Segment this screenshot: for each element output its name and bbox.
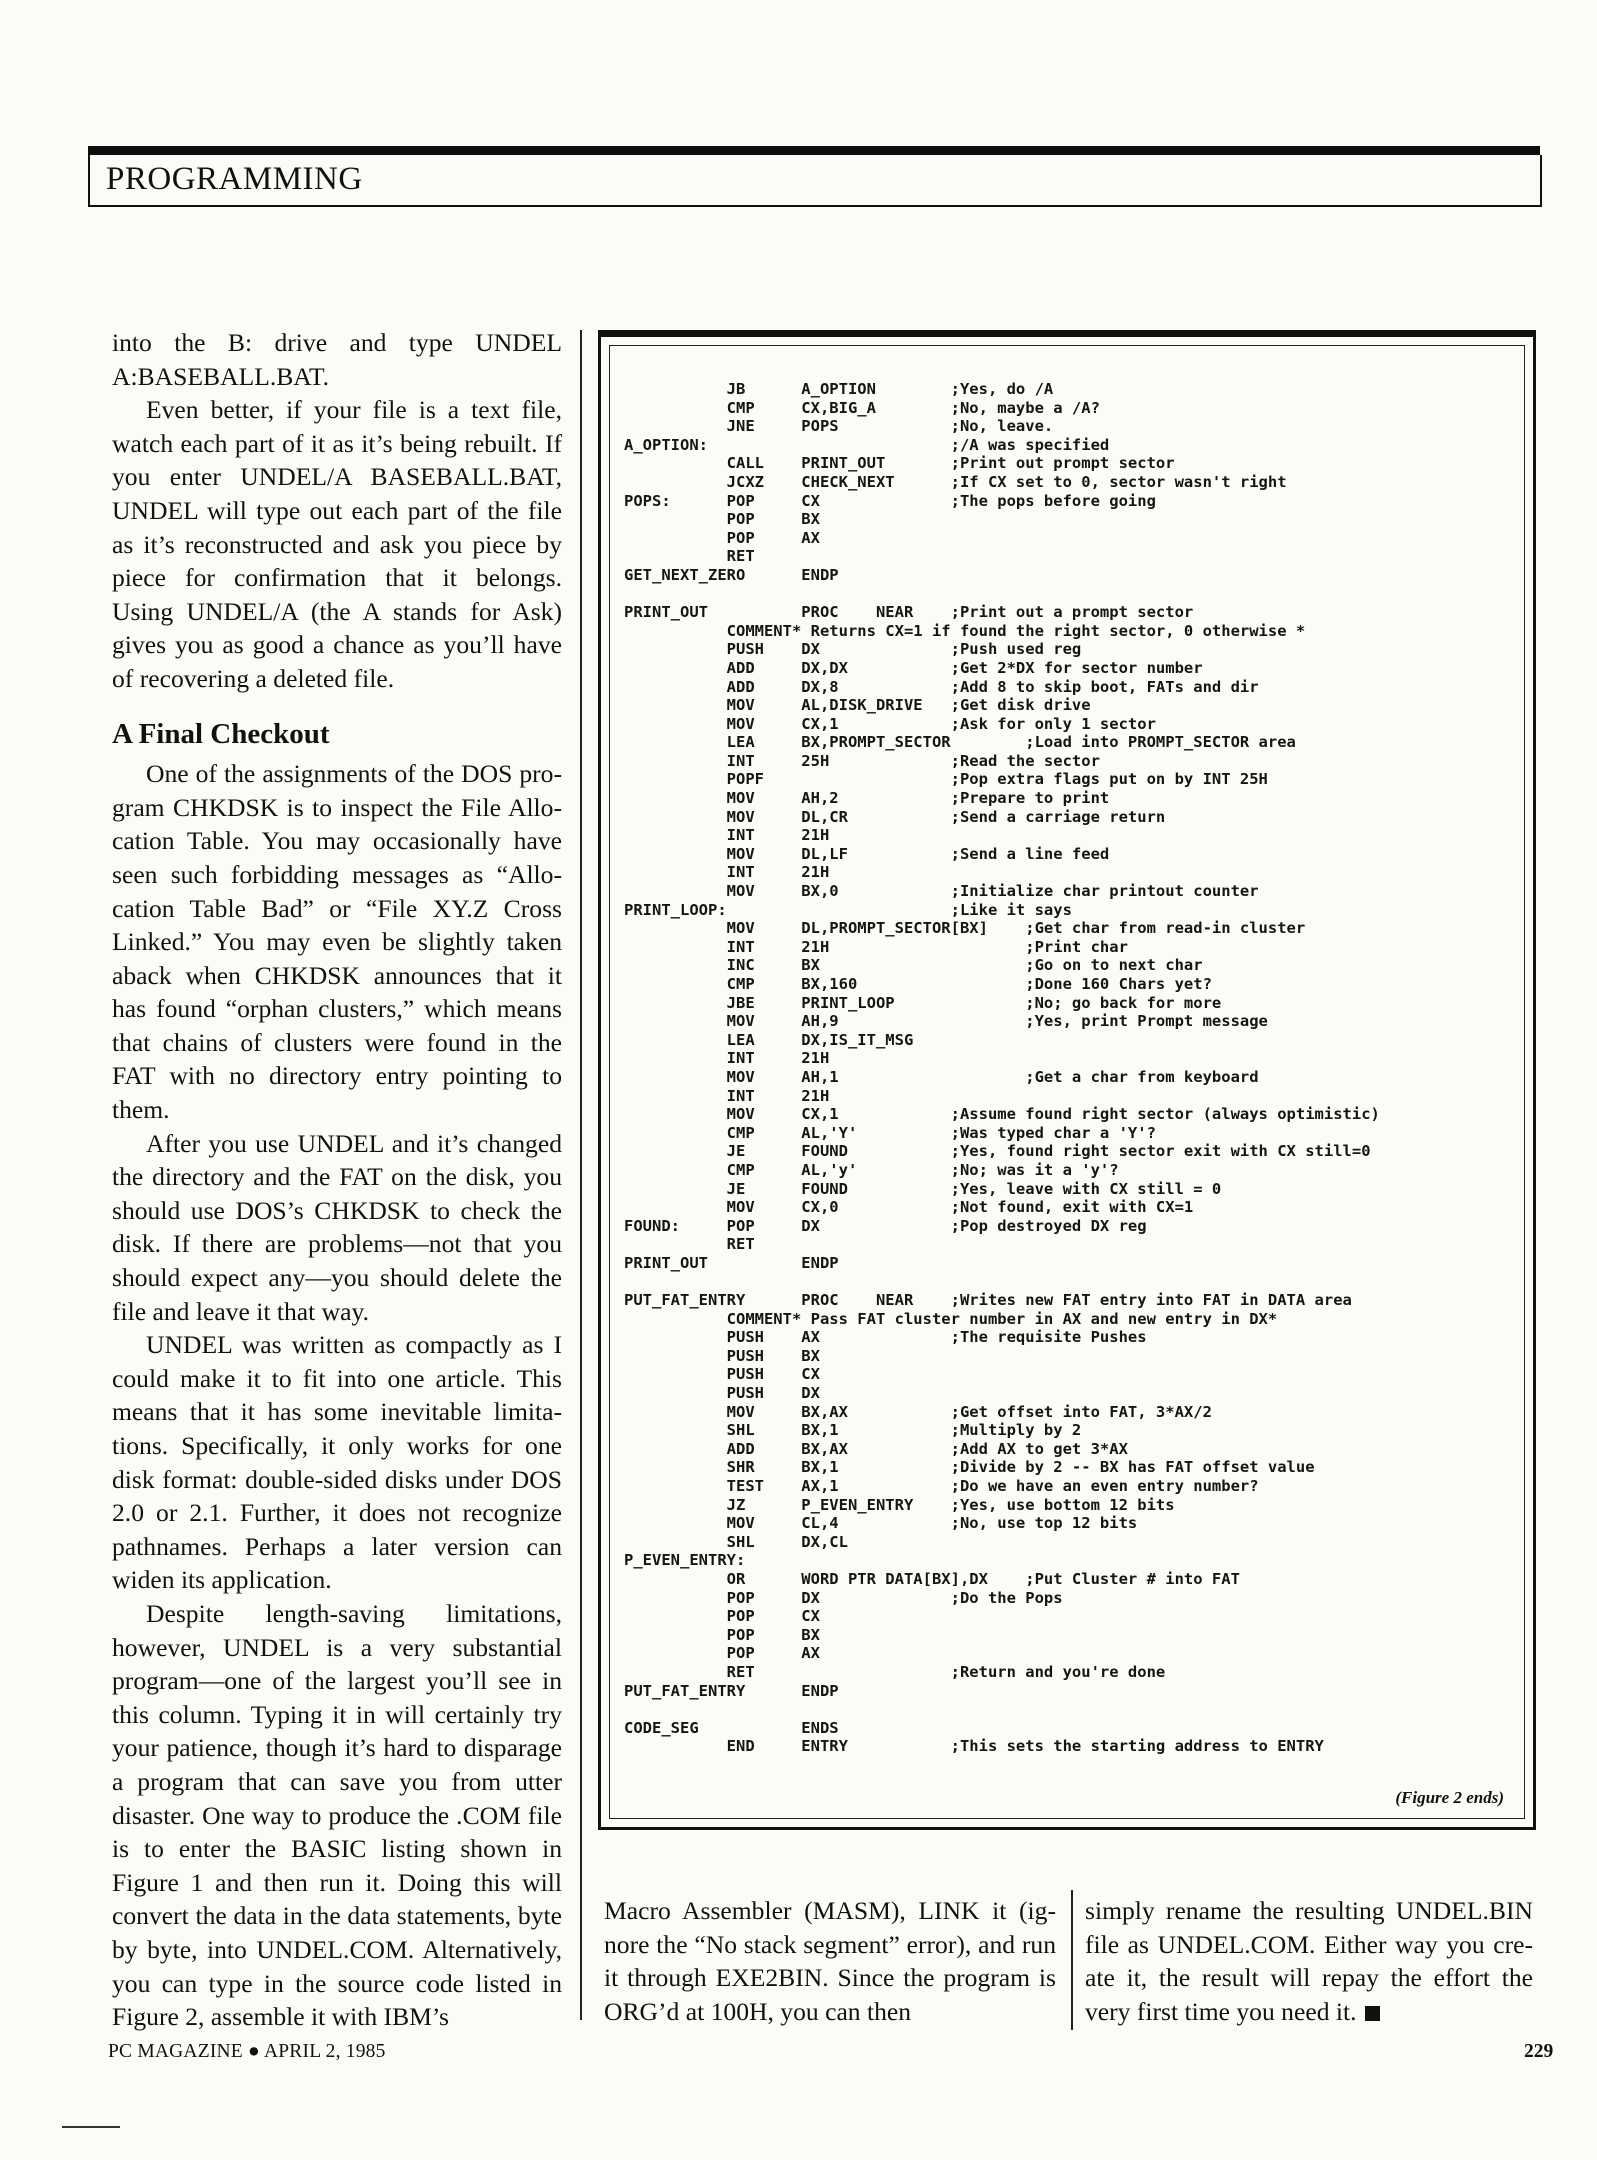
page-number: 229 — [1524, 2041, 1554, 2062]
assembly-code: JB A_OPTION ;Yes, do /A CMP CX,BIG_A ;No, maybe a /A? JNE POPS ;No, leave. A_OPTION: ;/A was specified CALL PRINT_OUT ;Print out prompt sector JCXZ CHECK_NEXT ;If CX set to 0, sector wasn't right POPS: POP CX ;The pops before going POP BX POP AX RET GET_NEXT_ZERO ENDP PRINT_OUT PROC NEAR ;Print out a prompt sector COMMENT* Returns CX=1 if found the right sector, 0 otherwise * PUSH DX ;Push used reg ADD DX,DX ;Get 2*DX for sector number ADD DX,8 ;Add 8 to skip boot, FATs and dir MOV AL,DISK_DRIVE ;Get disk drive MOV CX,1 ;Ask for only 1 sector LEA BX,PROMPT_SECTOR ;Load into PROMPT_SECTOR area INT 25H ;Read the sector POPF ;Pop extra flags put on by INT 25H MOV AH,2 ;Prepare to print MOV DL,CR ;Send a carriage return INT 21H MOV DL,LF ;Send a line feed INT 21H MOV BX,0 ;Initialize char printout counter PRINT_LOOP: ;Like it says MOV DL,PROMPT_SECTOR[BX] ;Get char from read-in cluster INT 21H ;Print char INC BX ;Go on to next char CMP BX,160 ;Done 160 Chars yet? JBE PRINT_LOOP ;No; go back for more MOV AH,9 ;Yes, print Prompt message LEA DX,IS_IT_MSG INT 21H MOV AH,1 ;Get a char from keyboard INT 21H MOV CX,1 ;Assume found right sector (always optimistic) CMP AL,'Y' ;Was typed char a 'Y'? JE FOUND ;Yes, found right sector exit with CX still=0 CMP AL,'y' ;No; was it a 'y'? JE FOUND ;Yes, leave with CX still = 0 MOV CX,0 ;Not found, exit with CX=1 FOUND: POP DX ;Pop destroyed DX reg RET PRINT_OUT ENDP PUT_FAT_ENTRY PROC NEAR ;Writes new FAT entry into FAT in DATA area COMMENT* Pass FAT cluster number in AX and new entry in DX* PUSH AX ;The requisite Pushes PUSH BX PUSH CX PUSH DX MOV BX,AX ;Get offset into FAT, 3*AX/2 SHL BX,1 ;Multiply by 2 ADD BX,AX ;Add AX to get 3*AX SHR BX,1 ;Divide by 2 -- BX has FAT offset value TEST AX,1 ;Do we have an even entry number? JZ P_EVEN_ENTRY ;Yes, use bottom 12 bits MOV CL,4 ;No, use top 12 bits SHL DX,CL P_EVEN_ENTRY: OR WORD PTR DATA[BX],DX ;Put Cluster # into FAT POP DX ;Do the Pops POP CX POP BX POP AX RET ;Return and you're done PUT_FAT_ENTRY ENDP CODE_SEG ENDS END ENTRY ;This sets the starting address to ENTRY — [624, 380, 1380, 1756]
paragraph: UNDEL was written as compactly as I could make it to fit into one article. This means that it has some inevitable limitations. Specifically, it only works for one disk format: double-sided disks under DOS 2.0 or 2.1. Further, it does not recognize pathnames. Perhaps a later version can widen its application. — [112, 1330, 562, 1595]
column-left — [112, 326, 562, 2034]
column-middle — [604, 1894, 1056, 2028]
closing-text: simply rename the resulting UNDEL.BIN file as UNDEL.COM. Either way you create it, the result will repay the effort the very first time you need it. — [1085, 1896, 1533, 2026]
paragraph: Macro Assembler (MASM), LINK it (ignore the “No stack segment” error), and run it through EXE2BIN. Since the program is ORG’d at 100H, you can then — [604, 1896, 1056, 2026]
scan-mark — [62, 2126, 120, 2128]
column-divider — [1071, 1890, 1073, 2030]
figure-2-code-listing — [598, 330, 1536, 1830]
figure-frame — [609, 345, 1525, 1819]
paragraph: One of the assignments of the DOS program CHKDSK is to inspect the File Allocation Table. You may occasionally have seen such forbidding messages as “Allocation Table Bad” or “File XY.Z Cross Linked.” You may even be slightly taken aback when CHKDSK announces that it has found “orphan clusters,” which means that chains of clusters were found in the FAT with no directory entry pointing to them. — [112, 759, 562, 1125]
figure-caption: (Figure 2 ends) — [1395, 1788, 1504, 1807]
column-right — [1085, 1894, 1533, 2028]
paragraph — [1085, 1894, 1533, 2028]
paragraph: Despite length-saving limitations, however, UNDEL is a very substantial program—one of the largest you’ll see in this column. Typing it in will certainly try your patience, though it’s hard to disparage a program that can save you from utter disaster. One way to produce the .COM file is to enter the BASIC listing shown in Figure 1 and then run it. Doing this will convert the data in the data statements, byte by byte, into UNDEL.COM. Alternatively, you can type in the source code listed in Figure 2, assemble it with IBM’s — [112, 1598, 562, 2032]
end-of-article-mark — [1365, 2006, 1380, 2021]
column-divider — [580, 330, 582, 2020]
paragraph: After you use UNDEL and it’s changed the directory and the FAT on the disk, you should use DOS’s CHKDSK to check the disk. If there are problems—not that you should expect any—you should delete the file and leave it that way. — [112, 1128, 562, 1326]
section-header — [88, 155, 1542, 207]
subheading: A Final Checkout — [112, 717, 330, 750]
footer-publication: PC MAGAZINE ● APRIL 2, 1985 — [108, 2041, 386, 2062]
paragraph: into the B: drive and type UNDEL A:BASEBALL.BAT. — [112, 328, 562, 391]
section-title: PROGRAMMING — [106, 161, 363, 197]
header-rule — [88, 146, 1540, 155]
paragraph: Even better, if your file is a text file, watch each part of it as it’s being rebuilt. If you enter UNDEL/A BASEBALL.BAT, UNDEL will type out each part of the file as it’s reconstructed and ask you piece by piece for confirmation that it belongs. Using UNDEL/A (the A stands for Ask) gives you as good a chance as you’ll have of recovering a deleted file. — [112, 395, 562, 693]
